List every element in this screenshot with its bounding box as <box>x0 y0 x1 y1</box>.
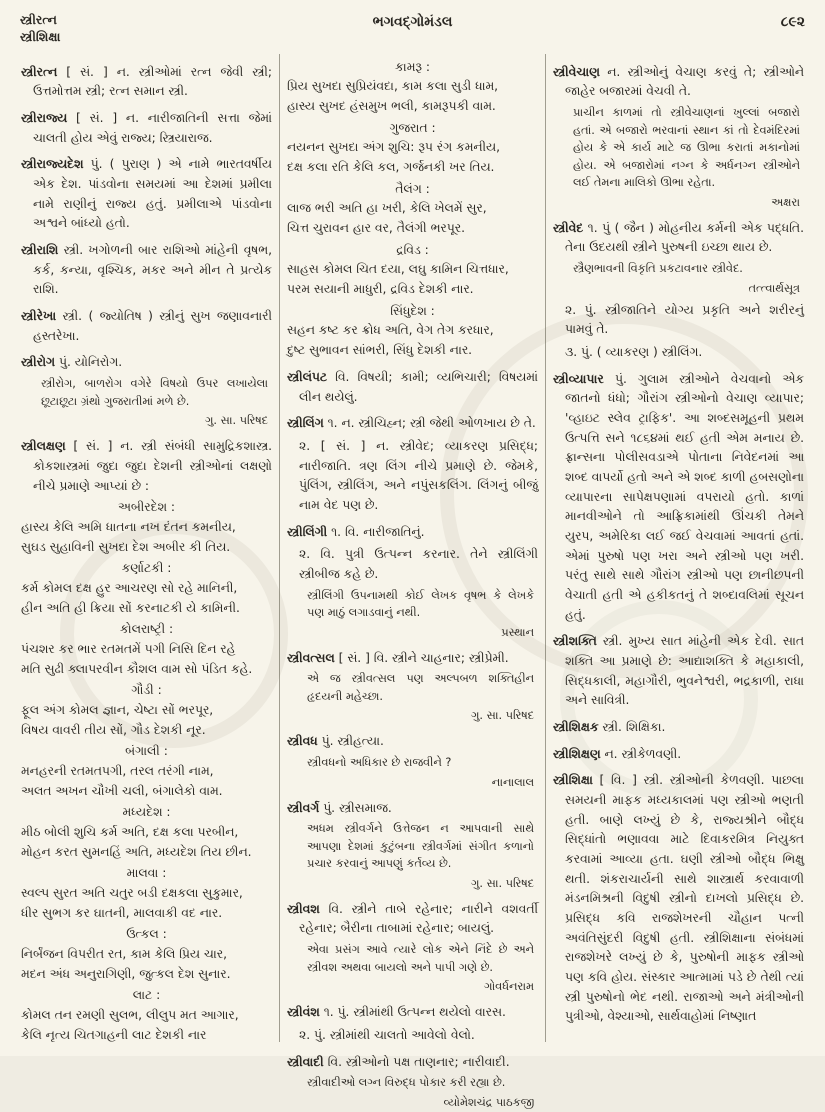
region-heading: ઉત્કલ : <box>126 927 167 942</box>
column-2 <box>279 54 545 1109</box>
citation-source: ગુ. સા. પરિષદ <box>471 709 534 723</box>
verse-line: દુષ્ટ સુભાવન સાંભરી, સિંધુ દેશકી નાર. <box>287 343 473 358</box>
entry-headword: સ્ત્રીશિક્ષણ <box>553 746 601 761</box>
region-heading: ગુજરાત : <box>389 120 436 135</box>
citation-quote: એવા પ્રસંગ આવે ત્યારે લોક એને નિંદે છે અને સ્ત્રીવશ અથવા બાયલો અને પાપી ગણે છે. <box>307 943 534 974</box>
verse-couplet <box>21 701 272 740</box>
verse-couplet <box>21 945 272 984</box>
verse-line: હાસ્ય કેલિ અમિ ધાતના નખ દંતન કમનીય, <box>21 519 236 534</box>
entry-definition: સ્ત્રી. શિક્ષિકા. <box>602 720 666 734</box>
region-heading: કર્ણાટકી : <box>121 561 172 576</box>
entry-definition: પું. યોનિરોગ. <box>58 355 123 370</box>
citation-source: ગોવર્ધનરામ <box>484 980 534 994</box>
entry-headword: સ્ત્રીરાશિ <box>21 243 59 258</box>
dictionary-entry <box>553 632 804 711</box>
entry-definition: પું. સ્ત્રીહત્યા. <box>321 734 384 749</box>
region-heading: અબીરદેશ : <box>117 500 176 515</box>
verse-line: ધીર સુભગ કર ઘાતની, માલવાકી વદ નાર. <box>21 905 223 920</box>
verse-line: પ્રિય સુખદા સુપ્રિયંવદા, કામ કલા સુડી ધામ, <box>287 79 499 94</box>
verse-line: વિષય વાવરી તીય સોં, ગૌડ દેશકી નૂર. <box>21 722 206 737</box>
verse-line: સાહસ કોમલ ચિત દયા, લઘુ કામિન ચિત્તધાર, <box>287 262 509 277</box>
dictionary-entry <box>553 718 804 738</box>
entry-headword: સ્ત્રીશક્તિ <box>553 634 597 649</box>
dictionary-entry <box>21 241 272 300</box>
entry-headword: સ્ત્રીવશ <box>287 901 320 916</box>
entry-headword: સ્ત્રીરાજ્યદેશ <box>21 157 84 172</box>
entry-definition: [ સં. ] ન. સ્ત્રીઓમાં રત્ન જેવી સ્ત્રી; ઉત્તમોત્તમ સ્ત્રી; રત્ન સમાન સ્ત્રી. <box>33 64 272 99</box>
dictionary-entry <box>287 523 538 543</box>
citation-quote: સ્ત્રીવાદીઓ લગ્ન વિરુદ્ધ પોકાર કરી રહ્યા છે. <box>307 1076 506 1090</box>
column-3 <box>545 54 811 1042</box>
sense-paragraph: ૨. પું. સ્ત્રીમાંથી ચાલતો આવેલો વેલો. <box>299 1027 475 1042</box>
citation-block <box>287 941 538 996</box>
citation-block <box>287 1074 538 1112</box>
verse-couplet <box>287 77 538 116</box>
verse-line: ચિત્ત ચુરાવન હાર વર, તૈલંગી ભરપૂર. <box>287 221 466 236</box>
dictionary-entry <box>21 353 272 373</box>
verse-couplet <box>287 199 538 238</box>
citation-source: તત્ત્વાર્થસૂત્ર <box>748 281 800 295</box>
dictionary-entry <box>553 219 804 258</box>
entry-headword: સ્ત્રીવર્ગ <box>287 800 320 815</box>
dictionary-entry <box>21 155 272 234</box>
citation-quote: સ્ત્રીલિંગી ઉપનામથી કોઈ લેખક વૃષભ કે લેખકે પણ માઠું લગાડવાનું નથી. <box>307 588 534 620</box>
entry-definition: ૧. વિ. નારીજાતિનું. <box>331 524 425 539</box>
dictionary-entry <box>287 1003 538 1023</box>
entry-definition: [ સં. ] ન. સ્ત્રી સંબંધી સામુદ્રિકશાસ્ત્ર. કોકશાસ્ત્રમાં જુદા જુદા દેશની સ્ત્રીઓનાં લક્ષણો નીચે પ્રમાણે આપ્યાં છે : <box>33 439 272 493</box>
entry-headword: સ્ત્રીવ્યાપાર <box>553 371 604 386</box>
dictionary-entry <box>287 1053 538 1073</box>
entry-definition: વિ. સ્ત્રીઓનો પક્ષ તાણનાર; નારીવાદી. <box>327 1054 510 1069</box>
verse-couplet <box>21 640 272 679</box>
verse-line: નિર્બંજન વિપરીત રત, કામ કેલિ પ્રિય ચાર, <box>21 947 228 962</box>
verse-line: લાજ ભરી અતિ હા ખરી, કેલિ ખેલમેં સુર, <box>287 201 487 216</box>
entry-definition: પું. ( પુરાણ ) એ નામે ભારતવર્ષીય એક દેશ. પાંડવોના સમયમાં આ દેશમાં પ્રમીલા નામે રાણીનું રાજ્ય હતું. પ્રમીલાએ પાંડવોના અશ્વને બાંધ્યો હતો. <box>33 157 272 231</box>
region-heading: ગૌડી : <box>131 683 162 698</box>
citation-source: વ્યોમેશચંદ્ર પાઠકજી <box>443 1095 534 1109</box>
page-header <box>14 10 811 50</box>
entry-headword: સ્ત્રીલિંગી <box>287 524 328 539</box>
entry-definition: [ વિ. ] સ્ત્રી. સ્ત્રીઓની કેળવણી. પાછલા સમયની માફક મધ્યકાલમાં પણ સ્ત્રીઓ ભણતી હતી. બાણે લખ્યું છે કે, રાજ્યશ્રીને બૌદ્ધ સિદ્ધાંતો ભણાવવા માટે દિવાકરમિત્ર નિયુક્ત કરવામાં આવ્યા હતા. ઘણી સ્ત્રીઓ બૌદ્ધ ભિક્ષુ થતી. શંકરાચાર્યની સાથે શાસ્ત્રાર્થ કરવાવાળી મંડનમિશ્રની વિદુષી સ્ત્રીનો દાખલો પ્રસિદ્ધ છે. પ્રસિદ્ધ કવિ રાજશેખરની ચૌહાન પત્ની અવંતિસુંદરી વિદુષી હતી. સ્ત્રીશિક્ષાના સંબંધમાં રાજશેખરે લખ્યું છે કે, પુરુષોની માફક સ્ત્રીઓ પણ કવિ હોય. સંસ્કાર આત્મામાં પડે છે તેથી ત્યાં સ્ત્રી પુરુષોનો ભેદ નથી. રાજાઓ અને મંત્રીઓની પુત્રીઓ, વેશ્યાઓ, સાર્થવાહોમાં નિષ્ણાત <box>565 773 804 1024</box>
verse-line: ફૂલ અંગ કોમલ જ્ઞાન, ચેષ્ટા સોં ભરપૂર, <box>21 702 214 717</box>
citation-block <box>287 587 538 642</box>
citation-block <box>553 260 804 298</box>
verse-line: મતિ સુઢી ક્લાપરવીન કૌશલ વામ સો પંડિત કહે. <box>21 661 253 676</box>
citation-source: નાનાલાલ <box>491 775 534 789</box>
entry-definition: સ્ત્રી. ખગોળની બાર રાશિઓ માંહેની વૃષભ, કર્ક, કન્યા, વૃશ્ચિક, મકર અને મીન તે પ્રત્યેક રાશિ. <box>33 243 272 297</box>
region-heading: તૈલંગ : <box>395 181 430 196</box>
verse-couplet <box>287 138 538 177</box>
entry-definition: ૧. પું ( જૈન ) મોહનીય કર્મની એક પદ્ધતિ. તેના ઉદયથી સ્ત્રીને પુરુષની ઇચ્છા થાય છે. <box>565 220 804 255</box>
verse-couplet <box>287 321 538 360</box>
entry-definition: [ સં. ] વિ. સ્ત્રીને ચાહનાર; સ્ત્રીપ્રેમી. <box>338 650 509 665</box>
citation-block <box>287 754 538 792</box>
sense-paragraph: ૨. પું. સ્ત્રીજાતિને યોગ્ય પ્રકૃતિ અને શરીરનું પામવું તે. <box>565 302 804 337</box>
verse-line: પંચશર કર ભાર રતમતમેં પગી નિસિ દિન રહે <box>21 641 236 656</box>
entry-definition: ૧. પું. સ્ત્રીમાંથી ઉત્પન્ન થયેલો વારસ. <box>323 1005 506 1020</box>
region-heading: લાટ : <box>132 988 161 1003</box>
verse-couplet <box>21 884 272 923</box>
entry-headword: સ્ત્રીરાજ્ય <box>21 111 68 126</box>
verse-line: સ્વલ્પ સુરત અતિ ચતુર બડી દક્ષકલા સુકુમાર, <box>21 886 243 900</box>
dictionary-entry <box>553 745 804 765</box>
text-columns <box>14 54 811 1109</box>
verse-line: પરમ સયાની માધુરી, દ્રવિડ દેશકી નાર. <box>287 282 474 297</box>
verse-line: મીઠ બોલી શુચિ કર્મ અતિ, દક્ષ કલા પરબીન, <box>21 824 239 839</box>
entry-definition: વિ. વિષયી; કામી; વ્યભિચારી; વિષયમાં લીન થયેલું. <box>299 369 538 404</box>
verse-couplet <box>287 260 538 299</box>
citation-block <box>553 104 804 212</box>
sense-paragraph: ૨. વિ. પુત્રી ઉત્પન્ન કરનાર. તેને સ્ત્રીલિંગી સ્ત્રીબીજ કહે છે. <box>299 547 538 581</box>
column-1 <box>14 54 279 1042</box>
dictionary-entry <box>287 649 538 669</box>
citation-quote: સ્ત્રૈણભાવની વિકૃતિ પ્રકટાવનાર સ્ત્રીવેદ. <box>573 262 743 275</box>
region-heading: કામરૂ : <box>395 59 430 74</box>
entry-definition: ન. સ્ત્રીકેળવણી. <box>604 746 682 761</box>
citation-source: ગુ. સા. પરિષદ <box>205 414 268 428</box>
verse-line: દક્ષ કલા રતિ કેલિ કલ, ગર્જનકી ખર તિય. <box>287 160 495 175</box>
region-heading: દ્રવિડ : <box>396 242 429 257</box>
region-heading: સિંધુદેશ : <box>390 303 435 318</box>
running-head-last-word: સ્ત્રીશિક્ષા <box>20 28 61 44</box>
entry-definition: ન. સ્ત્રીઓનું વેચાણ કરવું તે; સ્ત્રીઓને જાહેર બજારમાં વેચવી તે. <box>565 64 804 99</box>
sense-paragraph: ૨. [ સં. ] ન. સ્ત્રીવેદ; વ્યાકરણ પ્રસિદ્ધ; નારીજાતિ. ત્રણ લિંગ નીચે પ્રમાણે છે. જેમકે, પુંલિંગ, સ્ત્રીલિંગ, અને નપુંસકલિંગ. લિંગનું બીજું નામ વેદ પણ છે. <box>299 438 538 512</box>
verse-line: સુઘડ સુહાવિની સુખદા દેશ અબીર કી તિય. <box>21 539 231 554</box>
verse-line: નયનન સુખદા અંગ શુચિ: રૂપ રંગ કમનીય, <box>287 140 501 155</box>
entry-headword: સ્ત્રીવત્સલ <box>287 650 335 665</box>
entry-headword: સ્ત્રીલક્ષણ <box>21 439 66 454</box>
verse-line: મનહરની રતમતપગી, તરલ તરંગી નામ, <box>21 763 214 778</box>
entry-headword: સ્ત્રીલિંગ <box>287 416 324 431</box>
entry-definition: વિ. સ્ત્રીને તાબે રહેનાર; નારીને વશવર્તી રહેનાર; બૈરીના તાબામાં રહેનાર; બાયલું. <box>299 901 538 936</box>
dictionary-entry <box>287 732 538 752</box>
running-head-first-word: સ્ત્રીરત્ન <box>20 12 57 27</box>
region-heading: બંગાલી : <box>125 744 168 759</box>
dictionary-entry <box>287 900 538 939</box>
entry-headword: સ્ત્રીરત્ન <box>21 64 58 79</box>
entry-headword: સ્ત્રીલંપટ <box>287 369 328 384</box>
entry-headword: સ્ત્રીશિક્ષક <box>553 720 599 734</box>
verse-line: કેલિ નૃત્ય ચિતગાહની લાટ દેશકી નાર <box>21 1027 207 1042</box>
dictionary-entry <box>287 414 538 434</box>
verse-line: હાસ્ય સુખદ હંસમુખ ભલી, કામરૂપકી વામ. <box>287 99 496 114</box>
entry-headword: સ્ત્રીવંશ <box>287 1005 320 1020</box>
citation-source: ગુ. સા. પરિષદ <box>471 876 534 890</box>
citation-block <box>287 820 538 893</box>
running-head <box>20 12 240 46</box>
citation-source: અક્ષરા <box>771 195 800 209</box>
dictionary-entry <box>287 368 538 407</box>
citation-quote: અધમ સ્ત્રીવર્ગને ઉત્તેજન ન આપવાની સાથે આપણા દેશમાં કુટુંબના સ્ત્રીવર્ગમાં સંગીત કળાનો પ્રચાર કરવાનું આપણું કર્તવ્ય છે. <box>307 822 534 871</box>
citation-block <box>287 670 538 725</box>
entry-headword: સ્ત્રીશિક્ષા <box>553 773 593 788</box>
page-number: ૮૯૨ <box>780 14 805 30</box>
verse-line: અલત અખન ચૌખી ચલી, બંગાલેકો વામ. <box>21 783 223 798</box>
verse-line: મોહન કરત સુમનહિં અતિ, મધ્યદેશ તિય છીન. <box>21 844 252 859</box>
entry-headword: સ્ત્રીવાદી <box>287 1054 324 1069</box>
entry-definition: સ્ત્રી. ( જ્યોતિષ ) સ્ત્રીનું સુખ જણાવનારી હસ્તરેખા. <box>33 309 272 343</box>
verse-line: મદન અંધ અનુરાગિણી, જુત્કલ દેશ સુનાર. <box>21 966 231 981</box>
citation-quote: એ જ સ્ત્રીવત્સલ પણ અલ્પબળ શક્તિહીન હૃદયની મહેચ્છા. <box>307 672 534 703</box>
citation-block <box>21 375 272 430</box>
verse-couplet <box>21 762 272 801</box>
sense-paragraph: ૩. પું. ( વ્યાકરણ ) સ્ત્રીલિંગ. <box>565 344 703 359</box>
entry-headword: સ્ત્રીવેચાણ <box>553 64 600 79</box>
region-heading: માલવા : <box>126 866 167 881</box>
citation-quote: પ્રાચીન કાળમાં તો સ્ત્રીવેચાણનાં ખુલ્લાં બજારો હતાં. એ બજારો ભરવાનાં સ્થાન કાં તો દેવમંદિરમાં હોય કે એ કાર્ય માટે જ ઊભા કરાતાં મકાનોમાં હોય. એ બજારોમાં નગ્ન કે અર્ધનગ્ન સ્ત્રીઓને લઈ તેમના માલિકો ઊભા રહેતા. <box>573 106 800 190</box>
verse-line: કર્મ કોમલ દક્ષ હુર આચરણ સો રહે માનિની, <box>21 580 238 595</box>
dictionary-entry <box>553 771 804 1027</box>
verse-couplet <box>21 518 272 557</box>
citation-source: પ્રસ્થાન <box>501 625 534 639</box>
verse-line: હીન અતિ હી ક્રિયા સોં કરનાટકી યે કામિની. <box>21 600 240 615</box>
dictionary-entry <box>21 63 272 102</box>
entry-headword: સ્ત્રીવધ <box>287 734 318 749</box>
dictionary-entry <box>287 799 538 819</box>
verse-line: સહન કષ્ટ કર ક્રોધ અતિ, વેગ તેગ કરધાર, <box>287 323 494 338</box>
verse-line: કોમલ તન રમણી સુલભ, લીલુપ મત આગાર, <box>21 1008 239 1023</box>
entry-definition: સ્ત્રી. મુખ્ય સાત માંહેની એક દેવી. સાત શક્તિ આ પ્રમાણે છે: આદ્યાશક્તિ કે મહાકાલી, સિદ્ધકાલી, મહાગૌરી, ભુવનેશ્વરી, ભદ્રકાળી, રાધા અને સાવિત્રી. <box>565 634 804 708</box>
verse-couplet <box>21 1006 272 1045</box>
dictionary-entry <box>21 437 272 496</box>
entry-definition: પું. ગુલામ સ્ત્રીઓને વેચવાનો એક જાતનો ધંધો; ગૌરાંગ સ્ત્રીઓનો વેચાણ વ્યાપાર; 'વ્હાઇટ સ્લેવ ટ્રાફિક'. આ શબ્દસમૂહની પ્રથમ ઉત્પત્તિ સને ૧૮૬૪માં થઈ હતી એમ મનાય છે. ફ્રાન્સના પોલીસવડાએ પોતાના નિવેદનમાં આ શબ્દ વાપર્યો હતો અને એ શબ્દ કાળી હબસણોના વ્યાપારના સાપેક્ષપણામાં વપરાયો હતો. કાળાં માનવીઓને તો આફ્રિકામાંથી ઊંચકી તેમને યુરપ, અમેરિકા લઈ જઈ વેચવામાં આવતાં હતાં. એમાં પુરુષો પણ ખરા અને સ્ત્રીઓ પણ ખરી. પરંતુ સાથે સાથે ગૌરાંગ સ્ત્રીઓ પણ છાનીછપની વેચાતી હતી એ હકીકતનું તે શબ્દાવલિમાં સૂચન હતું. <box>565 371 804 622</box>
entry-headword: સ્ત્રીરેખા <box>21 309 57 324</box>
region-heading: મધ્યદેશ : <box>122 805 171 820</box>
dictionary-entry <box>21 307 272 346</box>
entry-headword: સ્ત્રીરોગ <box>21 355 56 370</box>
citation-quote: સ્ત્રીવધનો અધિકાર છે રાજવીને ? <box>307 756 452 770</box>
citation-quote: સ્ત્રીરોગ, બાળરોગ વગેરે વિષયો ઉપર લખાયેલા છૂટાછૂટા ગ્રંથો ગુજરાતીમાં મળે છે. <box>41 377 268 408</box>
verse-couplet <box>21 823 272 862</box>
dictionary-entry <box>553 63 804 102</box>
entry-headword: સ્ત્રીવેદ <box>553 220 584 235</box>
dictionary-entry <box>553 370 804 626</box>
entry-definition: [ સં. ] ન. નારીજાતિની સત્તા જેમાં ચાલતી હોય એવું રાજ્ય; સ્ત્રિયારાજ. <box>33 111 272 145</box>
verse-couplet <box>21 579 272 618</box>
entry-definition: ૧. ન. સ્ત્રીચિહ્ન; સ્ત્રી જેથી ઓળખાય છે તે. <box>327 416 536 431</box>
page-title: ભગવદ્ગોમંડલ <box>372 14 453 30</box>
region-heading: કોલરાષ્ટ્રી : <box>119 622 174 637</box>
entry-definition: પું. સ્ત્રીસમાજ. <box>323 800 392 815</box>
dictionary-entry <box>21 109 272 148</box>
